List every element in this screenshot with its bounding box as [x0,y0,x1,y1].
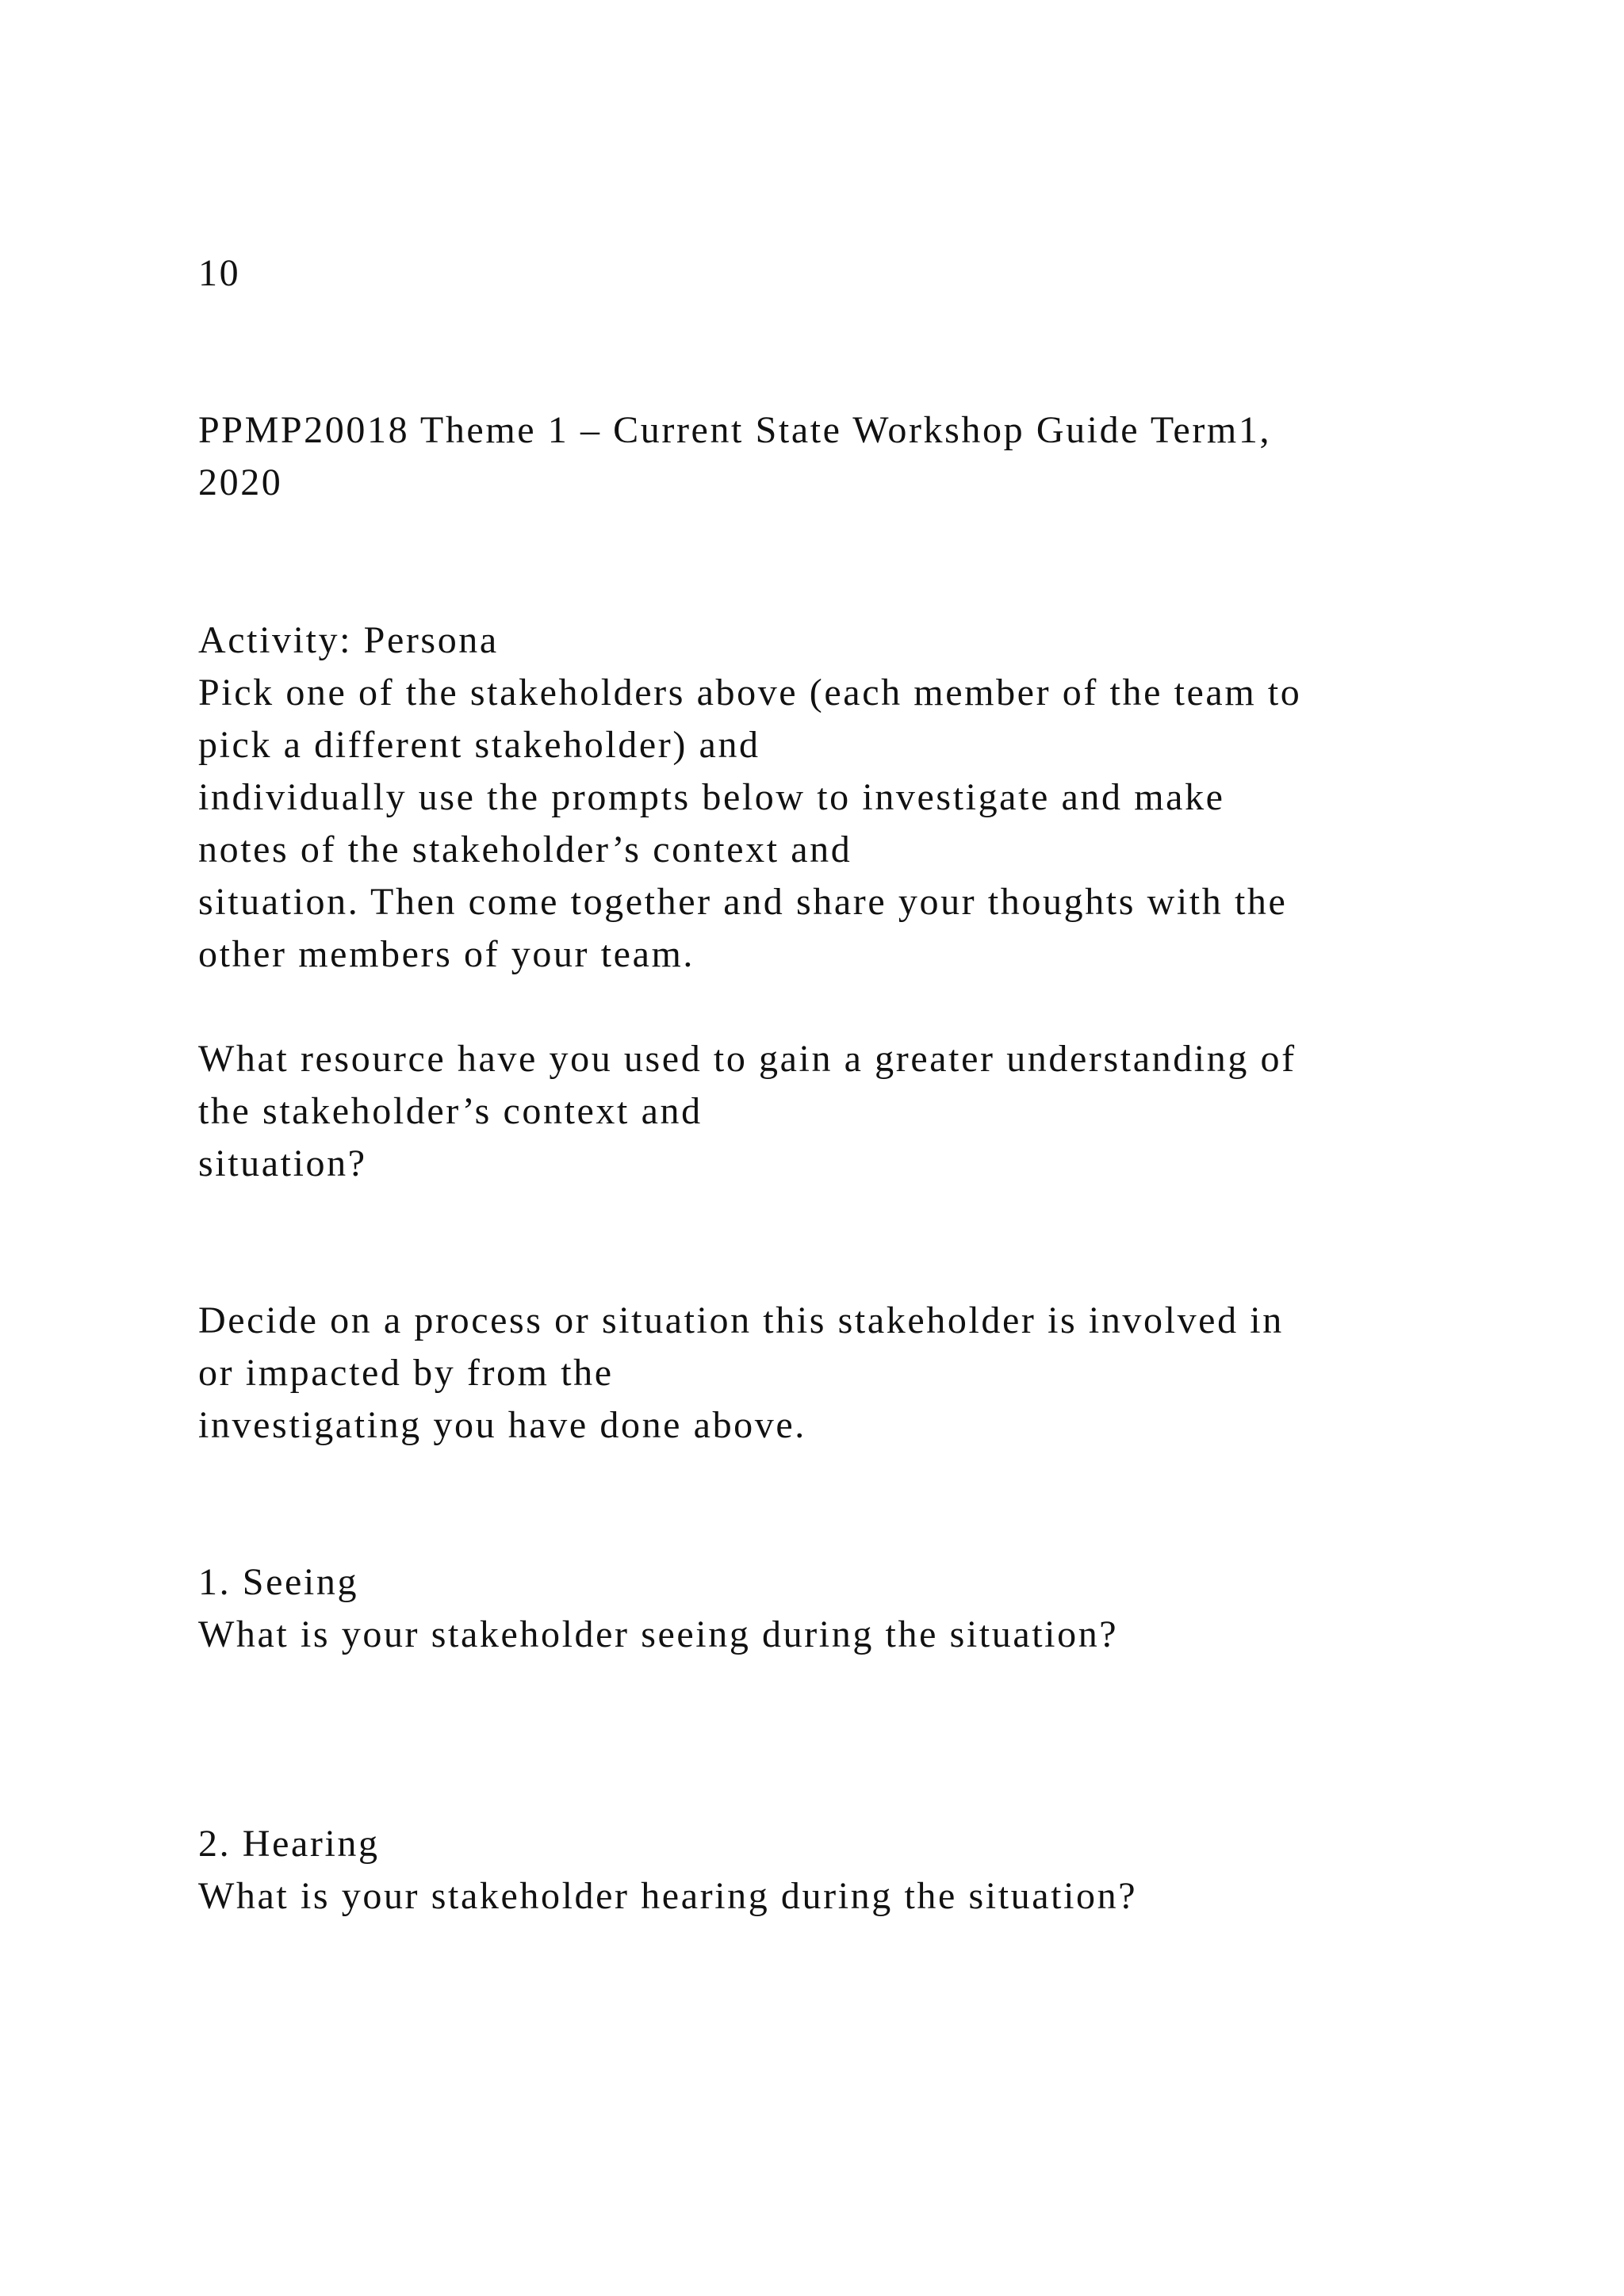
activity-title: Activity: Persona [198,619,499,661]
instruction-line: notes of the stakeholder’s context and [198,828,852,871]
instruction-line: other members of your team. [198,933,695,975]
resource-question-line: the stakeholder’s context and [198,1090,703,1132]
document-title-line-1: PPMP20018 Theme 1 – Current State Workshop Guide Term1, [198,409,1272,451]
document-title-line-2: 2020 [198,461,283,503]
section-prompt-hearing: What is your stakeholder hearing during the situation? [198,1875,1138,1917]
section-heading-hearing: 2. Hearing [198,1823,380,1865]
resource-question-line: What resource have you used to gain a greater understanding of [198,1038,1297,1080]
process-question-line: or impacted by from the [198,1352,614,1394]
instruction-line: situation. Then come together and share your thoughts with the [198,881,1288,923]
page-number: 10 [198,252,241,294]
instruction-line: individually use the prompts below to investigate and make [198,776,1225,818]
process-question-line: investigating you have done above. [198,1404,806,1446]
process-question-line: Decide on a process or situation this stakeholder is involved in [198,1299,1284,1341]
resource-question-line: situation? [198,1142,367,1184]
section-heading-seeing: 1. Seeing [198,1561,359,1603]
section-prompt-seeing: What is your stakeholder seeing during the situation? [198,1613,1119,1655]
instruction-line: Pick one of the stakeholders above (each member of the team to [198,672,1302,714]
instruction-line: pick a different stakeholder) and [198,724,760,766]
